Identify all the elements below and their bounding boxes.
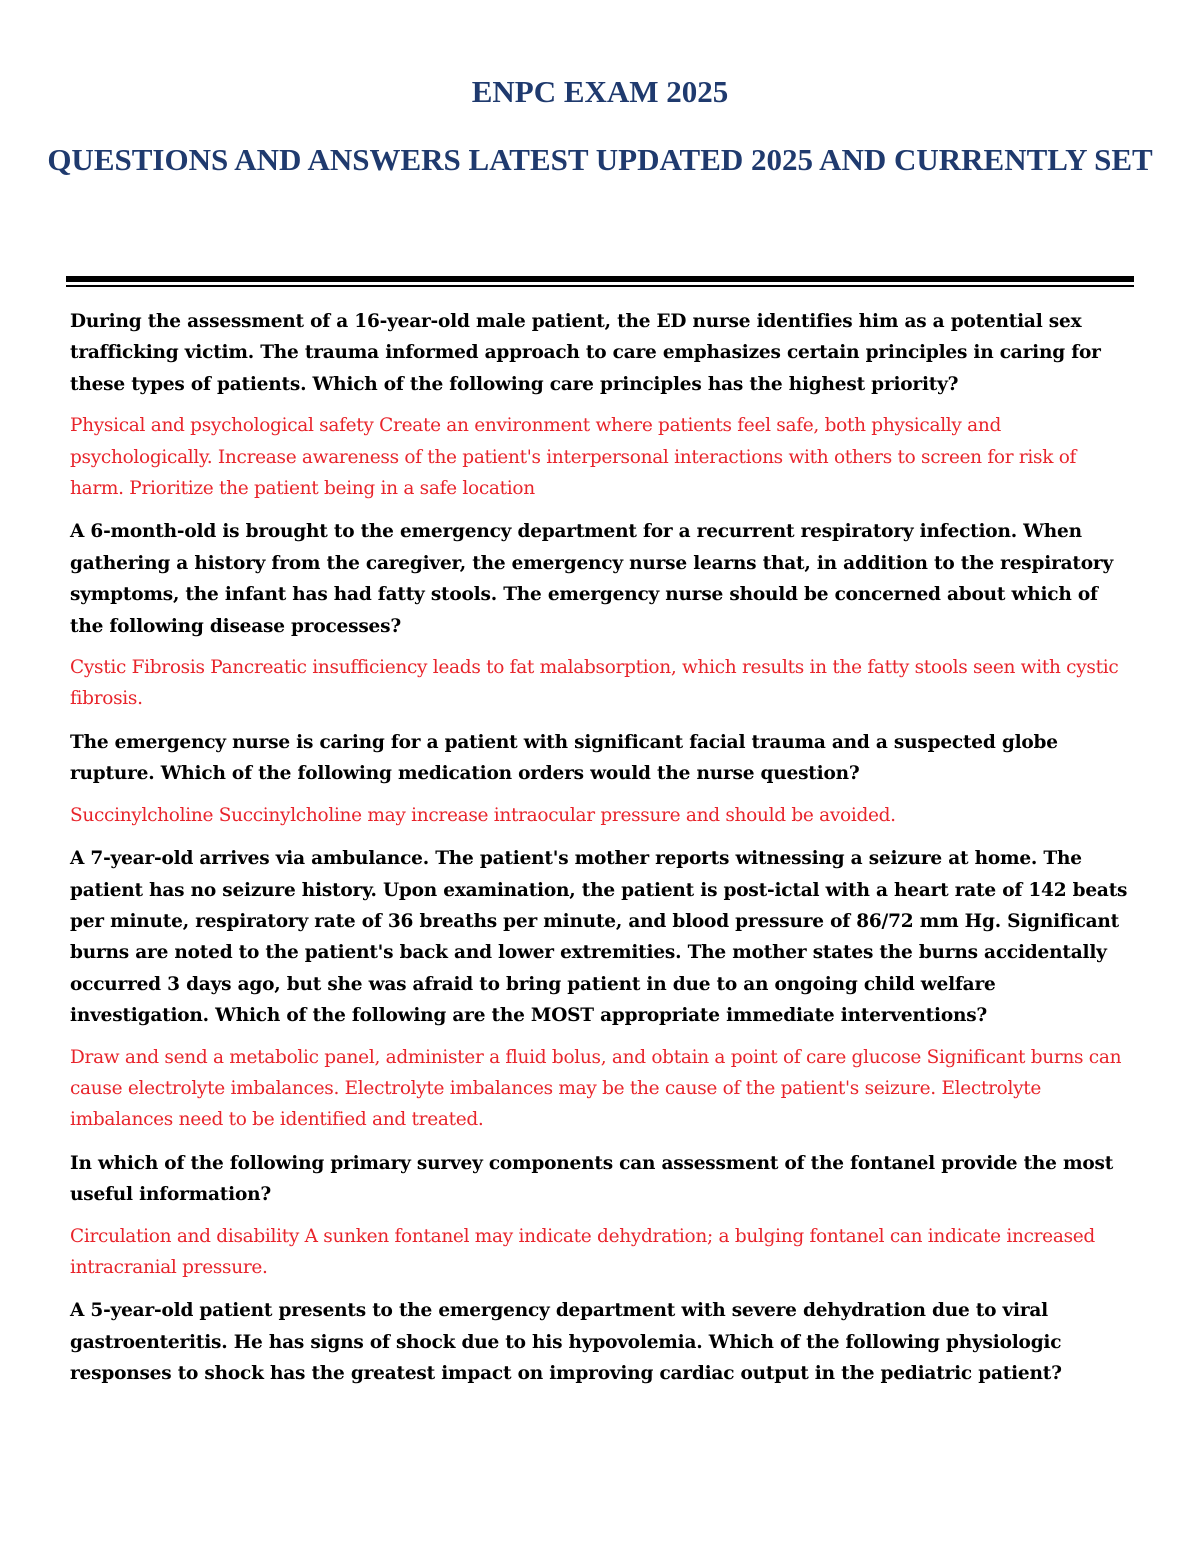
question-2: A 6-month-old is brought to the emergency department for a recurrent respiratory infection. When gathering a history from the caregiver, the emergency nurse learns that, in addition to the respiratory symptoms, the infant has had fatty stools. The emergency nurse should be concerned about which of the following disease processes? bbox=[70, 521, 1113, 637]
qa-list bbox=[70, 306, 1132, 1400]
answer-5: Circulation and disability A sunken fontanel may indicate dehydration; a bulging fontanel can indicate increased intracranial pressure. bbox=[70, 1225, 1095, 1278]
answer-3: Succinylcholine Succinylcholine may increase intraocular pressure and should be avoided. bbox=[70, 804, 896, 826]
question-1: During the assessment of a 16-year-old male patient, the ED nurse identifies him as a potential sex trafficking victim. The trauma informed approach to care emphasizes certain principles in caring for these types of patients. Which of the following care principles has the highest priority? bbox=[70, 311, 1101, 395]
document-title: ENPC EXAM 2025 bbox=[471, 74, 729, 109]
question-5: In which of the following primary survey components can assessment of the fontanel provide the most useful information? bbox=[70, 1152, 1114, 1206]
answer-2: Cystic Fibrosis Pancreatic insufficiency leads to fat malabsorption, which results in the fatty stools seen with cystic fibrosis. bbox=[70, 657, 1119, 710]
header-divider-thin bbox=[66, 285, 1134, 287]
document-subtitle: QUESTIONS AND ANSWERS LATEST UPDATED 2025 AND CURRENTLY SET bbox=[47, 142, 1153, 177]
answer-4: Draw and send a metabolic panel, administer a fluid bolus, and obtain a point of care glucose Significant burns can cause electrolyte imbalances. Electrolyte imbalances may be the cause of the patient's seizure. Electrolyte imbalances need to be identified and treated. bbox=[70, 1046, 1122, 1131]
answer-1: Physical and psychological safety Create an environment where patients feel safe, both physically and psychologically. Increase awareness of the patient's interpersonal interactions with others to screen for risk of harm. Prioritize the patient being in a safe location bbox=[70, 415, 1077, 500]
question-4: A 7-year-old arrives via ambulance. The patient's mother reports witnessing a seizure at home. The patient has no seizure history. Upon examination, the patient is post-ictal with a heart rate of 142 beats per minute, respiratory rate of 36 breaths per minute, and blood pressure of 86/72 mm Hg. Significant burns are noted to the patient's back and lower extremities. The mother states the burns accidentally occurred 3 days ago, but she was afraid to bring patient in due to an ongoing child welfare investigation. Which of the following are the MOST appropriate immediate interventions? bbox=[70, 848, 1128, 1027]
header-divider-thick bbox=[66, 276, 1134, 282]
question-3: The emergency nurse is caring for a patient with significant facial trauma and a suspected globe rupture. Which of the following medication orders would the nurse question? bbox=[70, 731, 1058, 785]
question-6: A 5-year-old patient presents to the emergency department with severe dehydration due to viral gastroenteritis. He has signs of shock due to his hypovolemia. Which of the following physiologic responses to shock has the greatest impact on improving cardiac output in the pediatric patient? bbox=[70, 1300, 1062, 1385]
